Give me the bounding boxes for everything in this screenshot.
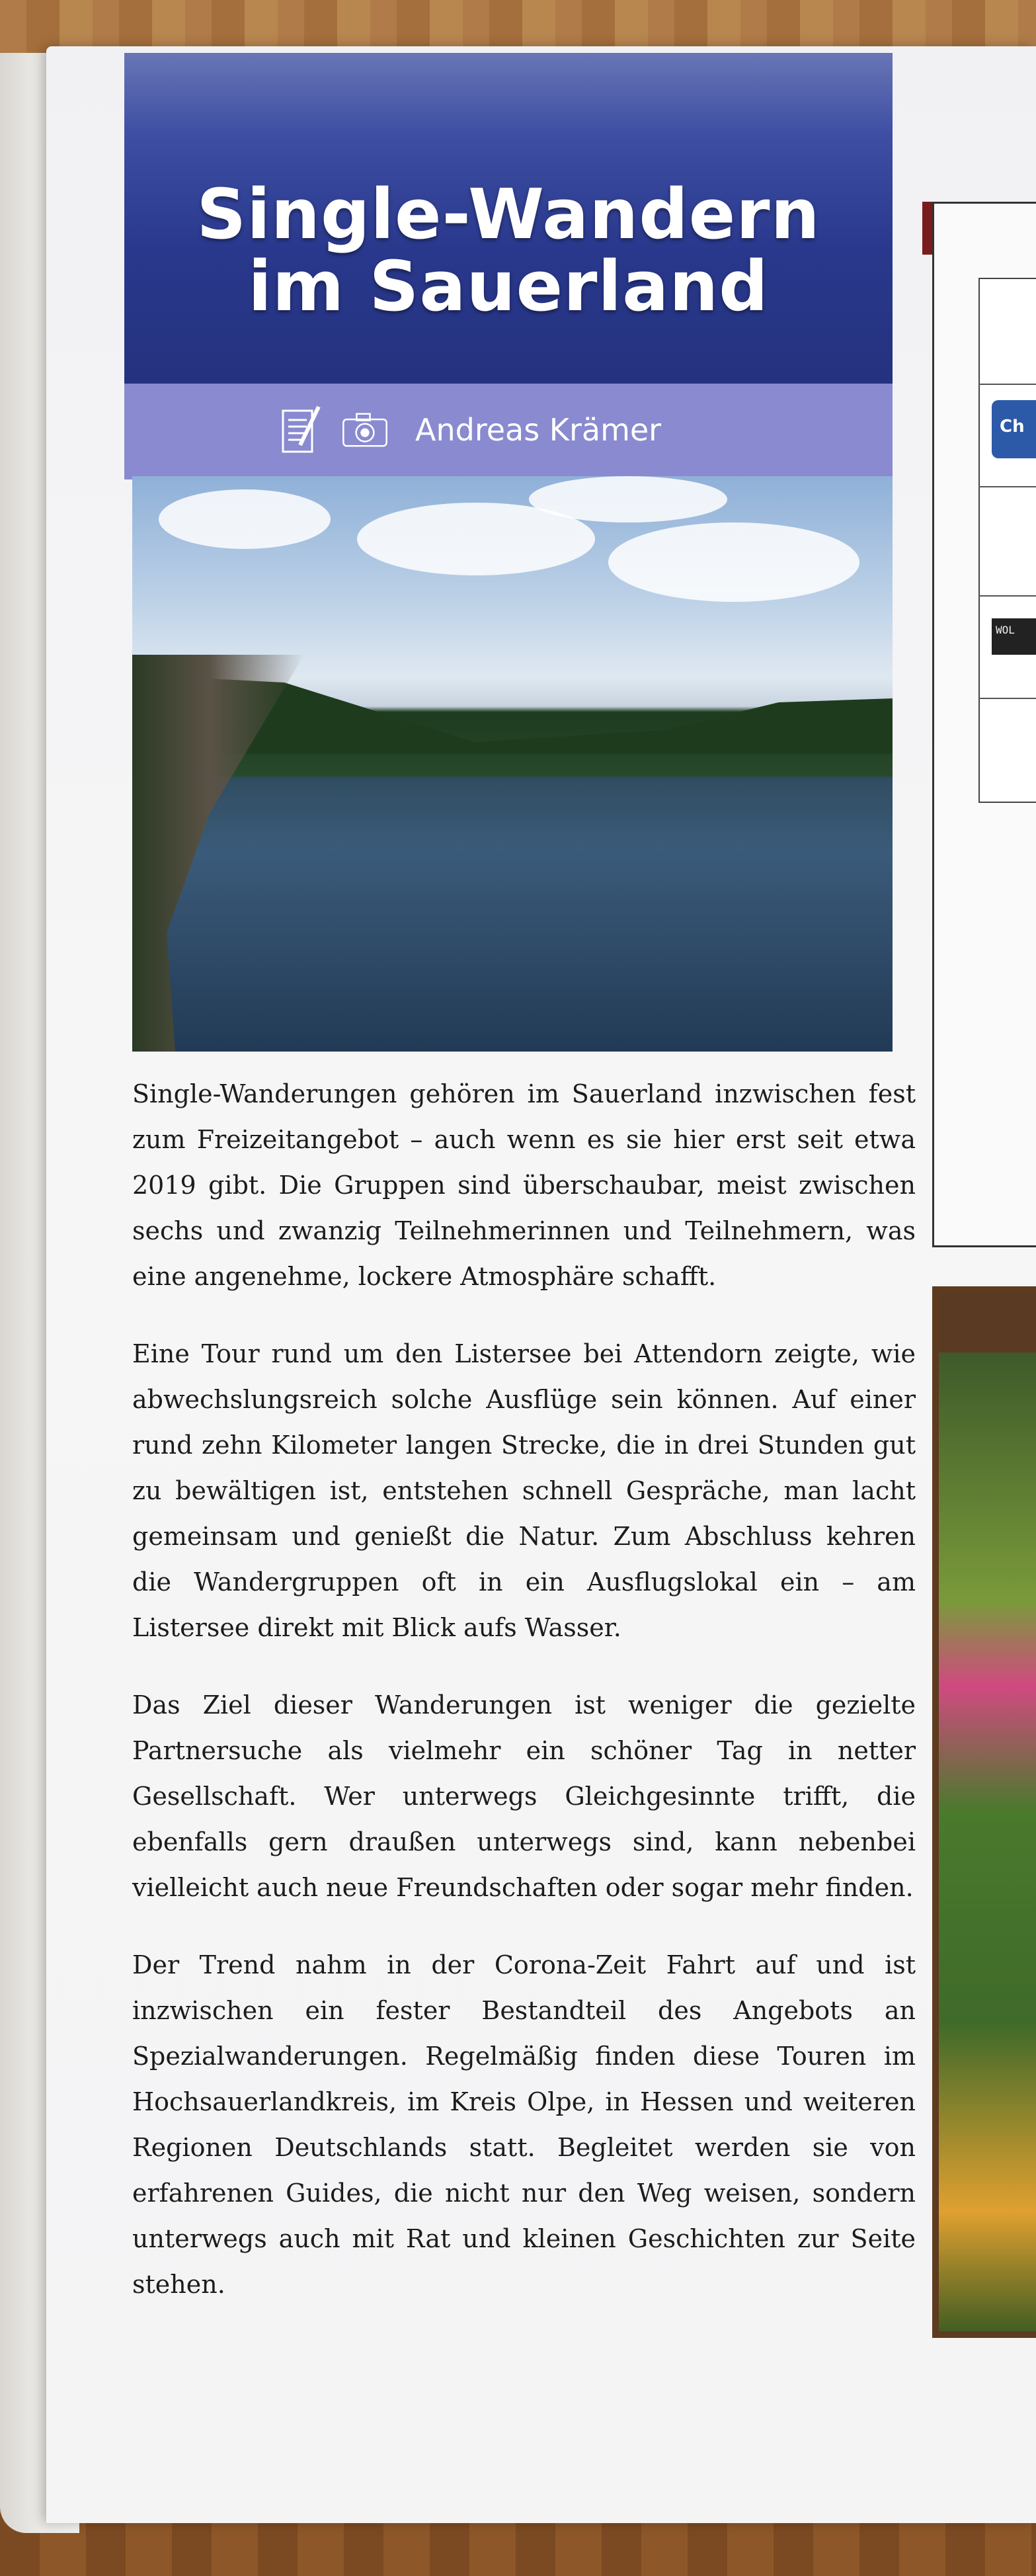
cloud (529, 476, 727, 522)
camera-icon (341, 402, 389, 458)
lake-photo (132, 476, 893, 1052)
cloud (159, 489, 331, 549)
title-line-1: Single-Wandern (196, 174, 820, 255)
author-name: Andreas Krämer (415, 412, 662, 448)
title-line-2: im Sauerland (248, 246, 769, 327)
article-title (124, 174, 893, 327)
paragraph-3: Das Ziel dieser Wanderungen ist weniger die gezielte Partnersuche als vielmehr ein schöner Tag in netter Gesellschaft. Wer unterwegs Gleichgesinnte trifft, die ebenfalls gern draußen unterwegs sind, kann nebenbei vielleicht auch neue Freundschaften oder sogar mehr finden. (132, 1690, 916, 1902)
neighbor-ad-logo: WOL (992, 618, 1036, 655)
neighbor-ad-divider (978, 486, 1036, 487)
paragraph-2: Eine Tour rund um den Listersee bei Attendorn zeigte, wie abwechslungsreich solche Ausflüge sein können. Auf einer rund zehn Kilometer langen Strecke, die in drei Stunden gut zu bewältigen ist, entstehen schnell Gespräche, man lacht gemeinsam und genießt die Natur. Zum Abschluss kehren die Wandergruppen oft in ein Ausflugslokal ein – am Listersee direkt mit Blick aufs Wasser. (132, 1339, 916, 1642)
neighbor-ad-divider (978, 384, 1036, 385)
paragraph-4: Der Trend nahm in der Corona-Zeit Fahrt auf und ist inzwischen ein fester Bestandteil des Angebots an Spezialwanderungen. Regelmäßig finden diese Touren im Hochsauerlandkreis, im Kreis Olpe, in Hessen und weiteren Regionen Deutschlands statt. Begleitet werden sie von erfahrenen Guides, die nicht nur den Weg weisen, sondern unterwegs auch mit Rat und kleinen Geschichten zur Seite stehen. (132, 1950, 916, 2299)
neighbor-photo-frame (932, 1286, 1036, 2338)
neighbor-ad-divider (978, 595, 1036, 597)
byline (278, 397, 661, 463)
paragraph-1: Single-Wanderungen gehören im Sauerland inzwischen fest zum Freizeitangebot – auch wenn es sie hier erst seit etwa 2019 gibt. Die Gruppen sind überschaubar, meist zwischen sechs und zwanzig Teilnehmerinnen und Teilnehmern, was eine angenehme, lockere Atmosphäre schafft. (132, 1079, 916, 1291)
article-body (132, 1071, 916, 2339)
cloud (608, 522, 859, 602)
notepad-pencil-icon (278, 402, 325, 458)
neighbor-ad-inner-frame (978, 278, 1036, 803)
neighbor-ad-divider (978, 698, 1036, 699)
neighbor-ad-badge: Ch (992, 400, 1036, 458)
